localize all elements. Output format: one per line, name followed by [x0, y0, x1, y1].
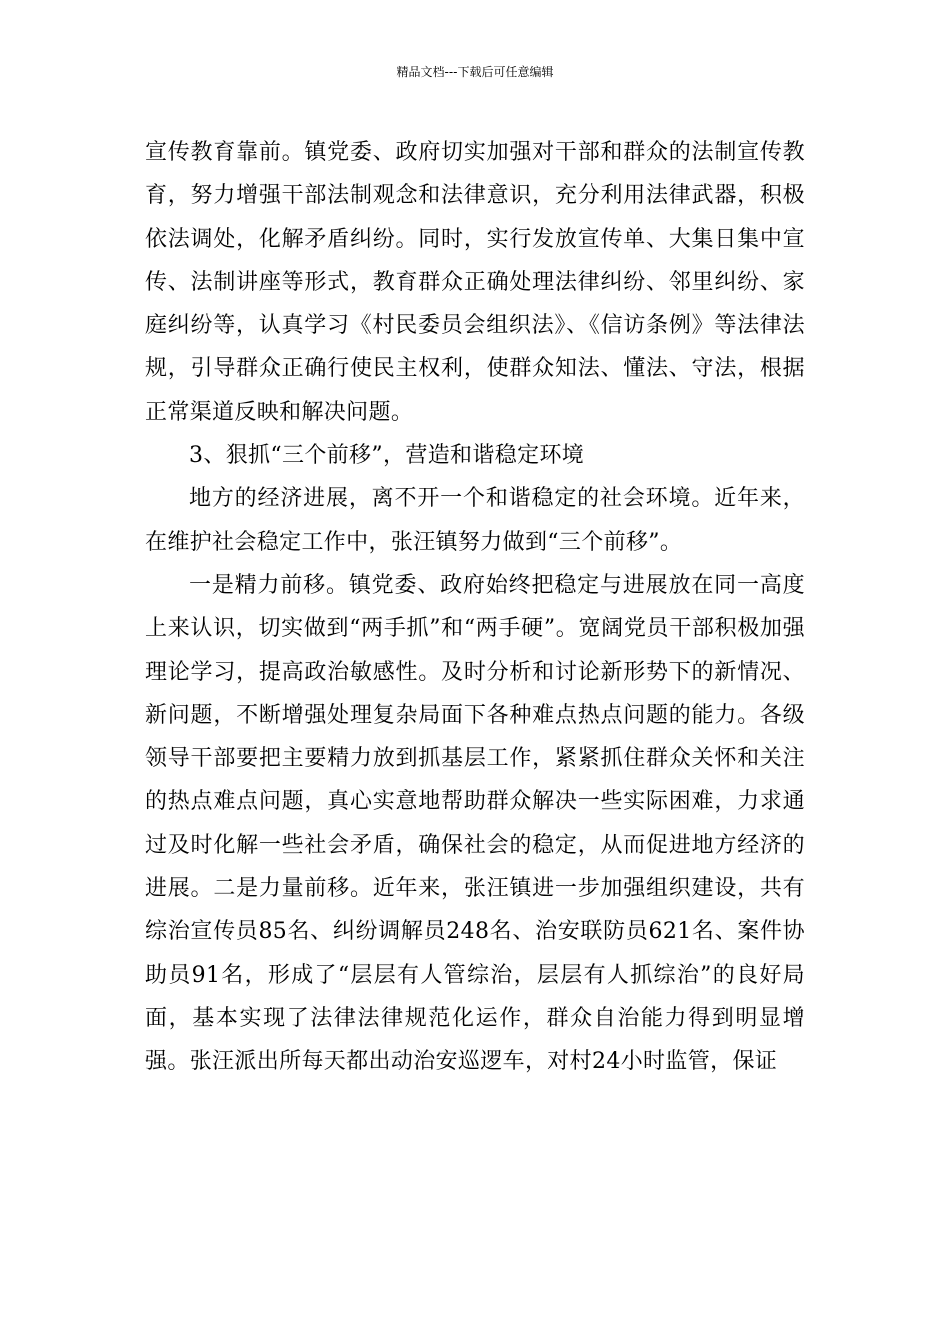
page-header: 精品文档---下载后可任意编辑: [396, 65, 554, 79]
paragraph-legal-education: 宣传教育靠前。镇党委、政府切实加强对干部和群众的法制宣传教育，努力增强干部法制观念和法律意识，充分利用法律武器，积极依法调处，化解矛盾纠纷。同时，实行发放宣传单、大集日集中宣传、法制讲座等形式，教育群众正确处理法律纠纷、邻里纠纷、家庭纠纷等，认真学习《村民委员会组织法》、《信访条例》等法律法规，引导群众正确行使民主权利，使群众知法、懂法、守法，根据正常渠道反映和解决问题。: [145, 140, 805, 425]
section-heading-three-shifts: 3、狠抓“三个前移”，营造和谐稳定环境: [189, 443, 585, 469]
paragraph-energy-shift: 一是精力前移。镇党委、政府始终把稳定与进展放在同一高度上来认识，切实做到“两手抓”和“两手硬”。宽阔党员干部积极加强理论学习，提高政治敏感性。及时分析和讨论新形势下的新情况、新问题，不断增强处理复杂局面下各种难点热点问题的能力。各级领导干部要把主要精力放到抓基层工作，紧紧抓住群众关怀和关注的热点难点问题，真心实意地帮助群众解决一些实际困难，力求通过及时化解一些社会矛盾，确保社会的稳定，从而促进地方经济的进展。二是力量前移。近年来，张汪镇进一步加强组织建设，共有综治宣传员85名、纠纷调解员248名、治安联防员621名、案件协助员91名，形成了“层层有人管综治，层层有人抓综治”的良好局面，基本实现了法律法律规范化运作，群众自治能力得到明显增强。张汪派出所每天都出动治安巡逻车，对村24小时监管，保证: [145, 572, 805, 1075]
document-body: [145, 131, 805, 1084]
paragraph-stable-environment: 地方的经济进展，离不开一个和谐稳定的社会环境。近年来，在维护社会稳定工作中，张汪镇努力做到“三个前移”。: [145, 486, 805, 555]
